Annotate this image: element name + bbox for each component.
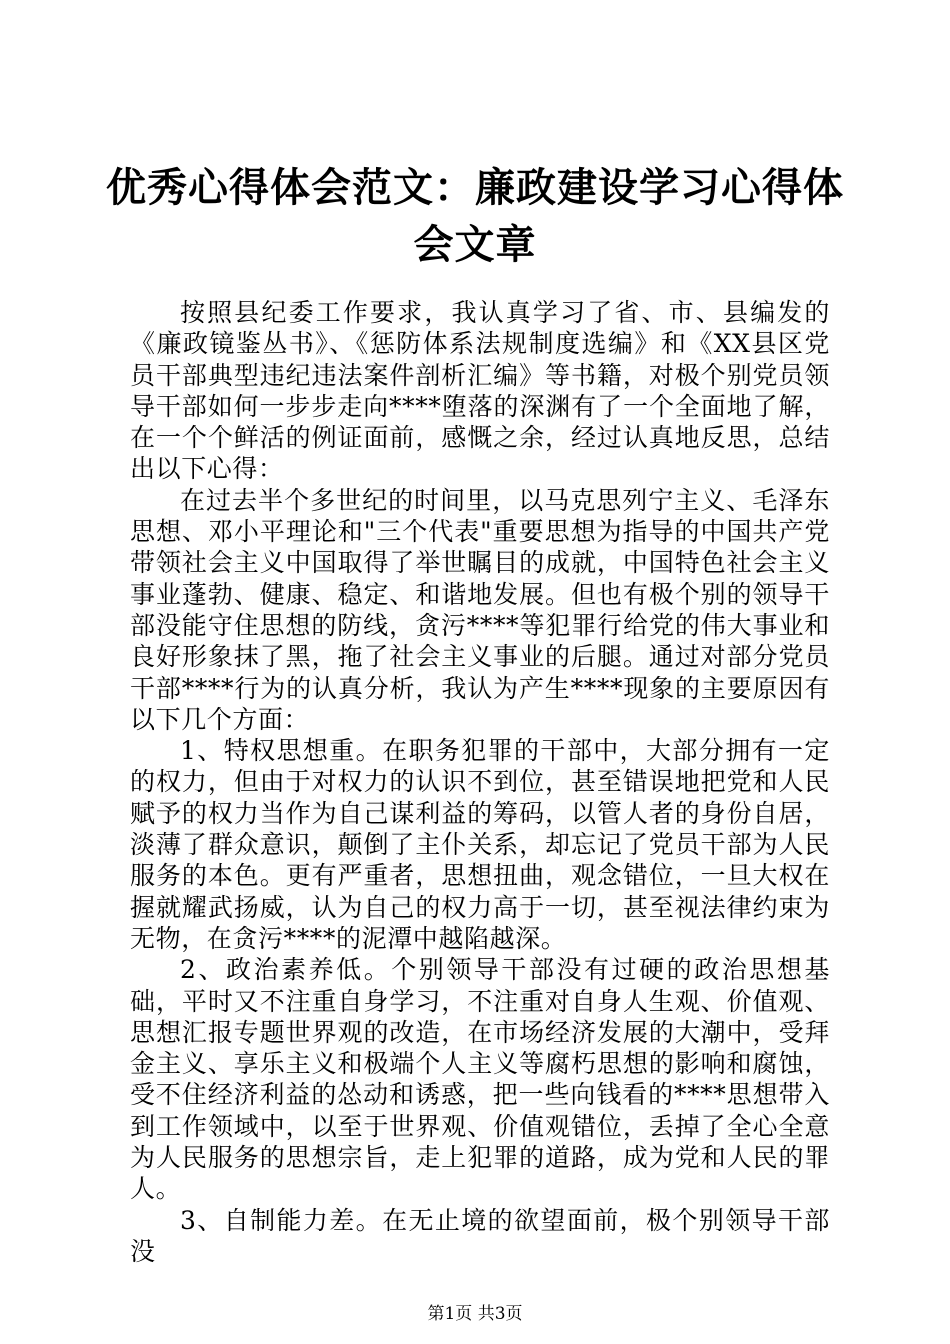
paragraph-background: 在过去半个多世纪的时间里，以马克思列宁主义、毛泽东思想、邓小平理论和"三个代表"重要思想为指导的中国共产党带领社会主义中国取得了举世瞩目的成就，中国特色社会主义事业蓬勃、健康、稳定、和谐地发展。但也有极个别的领导干部没能守住思想的防线，贪污****等犯罪行给党的伟大事业和良好形象抹了黑，拖了社会主义事业的后腿。通过对部分党员干部****行为的认真分析，我认为产生****现象的主要原因有以下几个方面： bbox=[130, 485, 830, 734]
paragraph-point-1: 1、特权思想重。在职务犯罪的干部中，大部分拥有一定的权力，但由于对权力的认识不到位，甚至错误地把党和人民赋予的权力当作为自己谋利益的筹码，以管人者的身份自居，淡薄了群众意识，颠倒了主仆关系，却忘记了党员干部为人民服务的本色。更有严重者，思想扭曲，观念错位，一旦大权在握就耀武扬威，认为自己的权力高于一切，甚至视法律约束为无物，在贪污****的泥潭中越陷越深。 bbox=[130, 736, 830, 953]
document-body bbox=[130, 297, 830, 1267]
page-number-footer: 第1页 共3页 bbox=[427, 1304, 523, 1324]
paragraph-intro: 按照县纪委工作要求，我认真学习了省、市、县编发的《廉政镜鉴丛书》、《惩防体系法规制度选编》和《XX县区党员干部典型违纪违法案件剖析汇编》等书籍，对极个别党员领导干部如何一步步走向****堕落的深渊有了一个全面地了解，在一个个鲜活的例证面前，感慨之余，经过认真地反思，总结出以下心得： bbox=[130, 298, 830, 484]
paragraph-point-3: 3、自制能力差。在无止境的欲望面前，极个别领导干部没 bbox=[130, 1205, 830, 1266]
document-title: 优秀心得体会范文：廉政建设学习心得体会文章 bbox=[106, 165, 844, 268]
paragraph-point-2: 2、政治素养低。个别领导干部没有过硬的政治思想基础，平时又不注重自身学习，不注重对自身人生观、价值观、思想汇报专题世界观的改造，在市场经济发展的大潮中，受拜金主义、享乐主义和极端个人主义等腐朽思想的影响和腐蚀，受不住经济利益的怂动和诱惑，把一些向钱看的****思想带入到工作领域中，以至于世界观、价值观错位，丢掉了全心全意为人民服务的思想宗旨，走上犯罪的道路，成为党和人民的罪人。 bbox=[130, 955, 830, 1204]
